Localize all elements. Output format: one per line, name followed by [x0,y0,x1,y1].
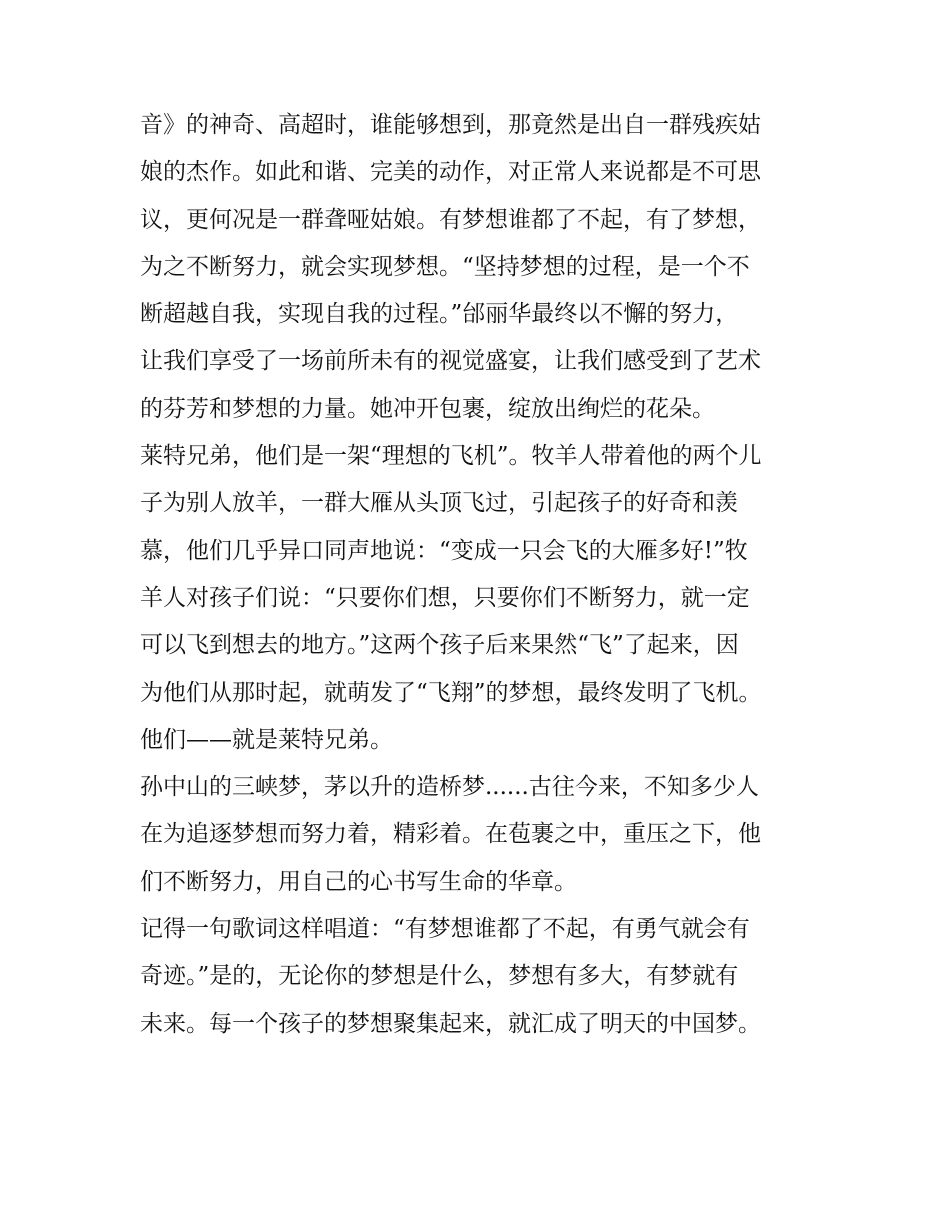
text-line: 断超越自我，实现自我的过程。”邰丽华最终以不懈的努力， [140,301,739,328]
text-line: 娘的杰作。如此和谐、完美的动作，对正常人来说都是不可思 [140,159,761,186]
text-line: 音》的神奇、高超时，谁能够想到，那竟然是出自一群残疾姑 [140,112,761,138]
text-line: 羊人对孩子们说：“只要你们想，只要你们不断努力，就一定 [140,584,750,611]
text-line: 奇迹。”是的，无论你的梦想是什么，梦想有多大，有梦就有 [140,963,739,990]
text-line: 为之不断努力，就会实现梦想。“坚持梦想的过程，是一个不 [140,253,750,280]
text-line: 记得一句歌词这样唱道：“有梦想谁都了不起，有勇气就会有 [140,916,750,943]
text-line: 为他们从那时起，就萌发了“飞翔”的梦想，最终发明了飞机。 [140,679,762,706]
text-line: 让我们享受了一场前所未有的视觉盛宴，让我们感受到了艺术 [140,348,761,375]
text-line: 在为追逐梦想而努力着，精彩着。在苞裹之中，重压之下，他 [140,821,761,848]
text-line: 未来。每一个孩子的梦想聚集起来，就汇成了明天的中国梦。 [140,1010,761,1037]
text-line: 议，更何况是一群聋哑姑娘。有梦想谁都了不起，有了梦想， [140,206,761,233]
document-body [140,102,820,1048]
text-line: 可以飞到想去的地方。”这两个孩子后来果然“飞”了起来，因 [140,632,739,659]
text-line: 慕，他们几乎异口同声地说：“变成一只会飞的大雁多好!”牧 [140,537,748,564]
text-line: 的芬芳和梦想的力量。她冲开包裹，绽放出绚烂的花朵。 [140,395,715,422]
text-line: 他们——就是莱特兄弟。 [140,726,393,753]
text-line: 子为别人放羊，一群大雁从头顶飞过，引起孩子的好奇和羡 [140,490,738,517]
text-line: 莱特兄弟，他们是一架“理想的飞机”。牧羊人带着他的两个儿 [140,443,762,470]
text-line: 孙中山的三峡梦，茅以升的造桥梦......古往今来，不知多少人 [140,774,759,801]
text-line: 们不断努力，用自己的心书写生命的华章。 [140,868,577,895]
